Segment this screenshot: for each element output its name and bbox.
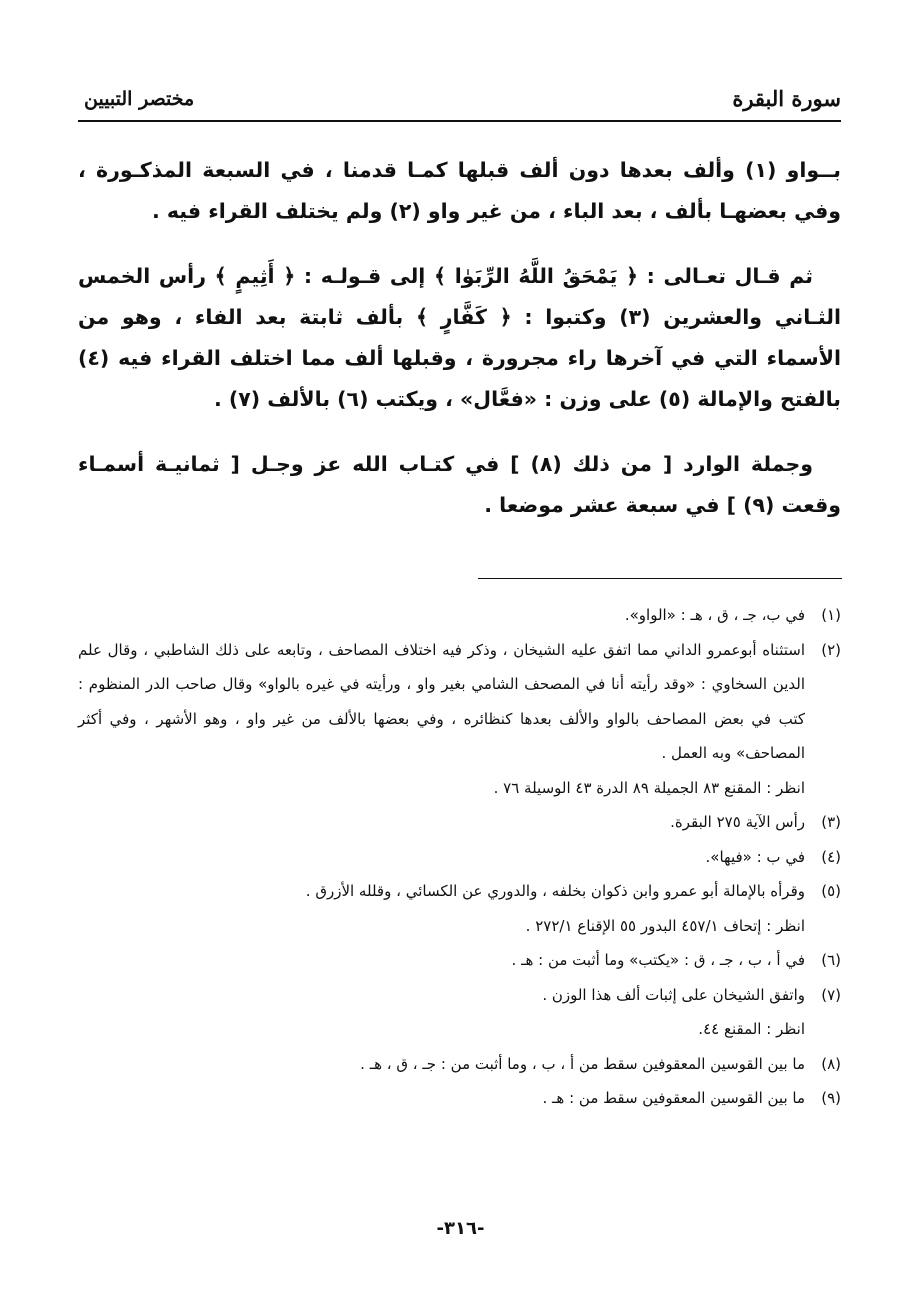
footnote-text: رأس الآية ٢٧٥ البقرة. <box>670 813 805 831</box>
footnote-source: انظر : إتحاف ٤٥٧/١ البدور ٥٥ الإقناع ٢٧٢/١ . <box>525 916 805 935</box>
footnotes <box>78 598 841 1116</box>
footnote-text: وقرأه بالإمالة أبو عمرو وابن ذكوان بخلفه ، والدوري عن الكسائي ، وقلله الأزرق . <box>305 882 805 900</box>
footnote-text: في أ ، ب ، جـ ، ق : «يكتب» وما أثبت من : هـ . <box>511 951 805 969</box>
main-text <box>78 150 841 550</box>
footnote-source: انظر : المقنع ٤٤. <box>698 1020 805 1038</box>
footnote-number: (٥) <box>821 882 841 900</box>
paragraph-1: بــواو (١) وألف بعدها دون ألف قبلها كمـا قدمنا ، في السبعة المذكـورة ، وفي بعضهـا بألف ، بعد الباء ، من غير واو (٢) ولم يختلف القراء فيه . <box>78 158 841 223</box>
footnote-text: ما بين القوسين المعقوفين سقط من : هـ . <box>542 1089 805 1107</box>
footnote-source: انظر : المقنع ٨٣ الجميلة ٨٩ الدرة ٤٣ الوسيلة ٧٦ . <box>493 778 805 797</box>
footnote-text: في ب، جـ ، ق ، هـ : «الواو». <box>624 606 805 624</box>
footnote <box>78 805 841 840</box>
footnote-number: (٢) <box>821 640 841 659</box>
footnote-number: (٣) <box>821 813 841 831</box>
running-header <box>78 84 841 122</box>
footnote <box>78 874 841 943</box>
paragraph-2: ثم قـال تعـالى : ﴿ يَمْحَقُ اللَّهُ الرِّبَوٰا ﴾ إلى قـولـه : ﴿ أَثِيمٍ ﴾ رأس الخمس الثـاني والعشرين (٣) وكتبوا : ﴿ كَفَّارٍ ﴾ بألف ثابتة بعد الفاء ، وهو من الأسماء التي في آخرها راء مجرورة ، وقبلها ألف مما اختلف القراء فيه (٤) بالفتح والإمالة (٥) على وزن : «فعَّال» ، ويكتب (٦) بالألف (٧) . <box>78 264 841 411</box>
book-title: مختصر التبيين <box>84 88 195 110</box>
paragraph-3: وجملة الوارد [ من ذلك (٨) ] في كتـاب الله عز وجـل [ ثمانيـة أسمـاء وقعت (٩) ] في سبعة عشر موضعا . <box>78 452 841 517</box>
footnote-separator <box>478 578 842 579</box>
footnote-number: (٨) <box>821 1054 841 1073</box>
footnote-number: (٤) <box>821 847 841 866</box>
surah-title: سورة البقرة <box>732 86 841 111</box>
footnote <box>78 598 841 633</box>
footnote <box>78 1081 841 1116</box>
footnote <box>78 840 841 875</box>
footnote-number: (١) <box>821 606 841 624</box>
footnote <box>78 1047 841 1082</box>
footnote-number: (٦) <box>821 951 841 969</box>
footnote <box>78 978 841 1047</box>
footnote-text: استثناه أبوعمرو الداني مما اتفق عليه الشيخان ، وذكر فيه اختلاف المصاحف ، وتابعه على ذلك الشاطبي ، وقال علم الدين السخاوي : «وقد رأيته أنا في المصحف الشامي بغير واو ، ورأيته في غيره بالواو» وقال صاحب الدر المنظوم : كتب في بعض المصاحف بالواو والألف بعدها كنظائره ، وفي بعضها بالألف من غير واو ، وهو الأشهر ، وفي أكثر المصاحف» وبه العمل . <box>78 640 805 762</box>
footnote <box>78 633 841 806</box>
footnote-text: ما بين القوسين المعقوفين سقط من أ ، ب ، وما أثبت من : جـ ، ق ، هـ . <box>360 1054 805 1073</box>
footnote <box>78 943 841 978</box>
footnote-number: (٩) <box>821 1089 841 1107</box>
footnote-number: (٧) <box>821 985 841 1004</box>
page-number: -٣١٦- <box>436 1218 485 1239</box>
footnote-text: في ب : «فيها». <box>705 847 805 866</box>
footnote-text: واتفق الشيخان على إثبات ألف هذا الوزن . <box>542 985 805 1004</box>
